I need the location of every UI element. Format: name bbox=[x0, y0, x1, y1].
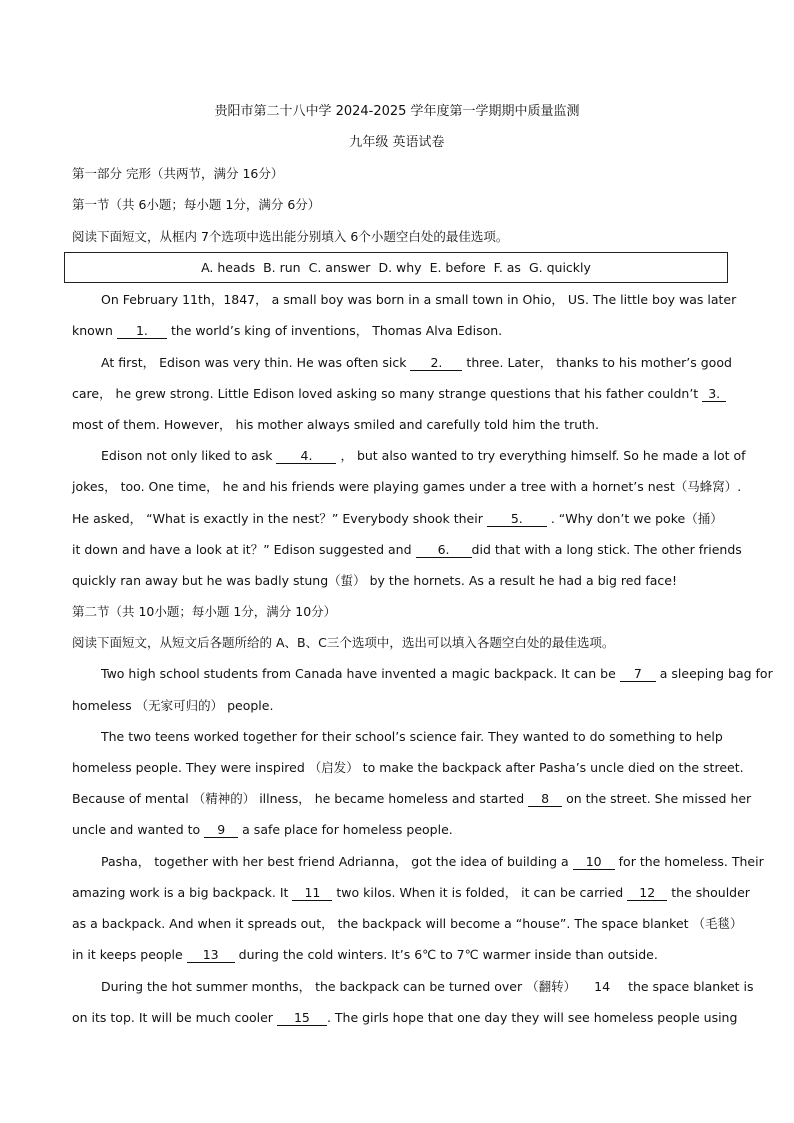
passage2-line: as a backpack. And when it spreads out， the backpack will become a “house”. The space blanket （毛毯） bbox=[72, 916, 743, 931]
passage1-line bbox=[101, 355, 732, 371]
passage-text: during the cold winters. It’s 6℃ to 7℃ warmer inside than outside. bbox=[238, 947, 658, 962]
blank-12[interactable]: 12 bbox=[627, 886, 667, 901]
section1-instruction: 阅读下面短文，从框内 7个选项中选出能分别填入 6个小题空白处的最佳选项。 bbox=[72, 229, 509, 244]
passage-text: Pasha， together with her best friend Adrianna， got the idea of building a bbox=[101, 854, 569, 869]
exam-title: 贵阳市第二十八中学 2024-2025 学年度第一学期期中质量监测 bbox=[214, 104, 580, 119]
passage1-line: On February 11th，1847， a small boy was born in a small town in Ohio， US. The little boy was later bbox=[101, 292, 737, 307]
passage-text: uncle and wanted to bbox=[72, 822, 201, 837]
passage-text: three. Later， thanks to his mother’s good bbox=[466, 355, 732, 370]
passage2-line: homeless （无家可归的） people. bbox=[72, 698, 274, 713]
passage2-line bbox=[72, 791, 752, 807]
passage2-line bbox=[72, 947, 722, 963]
blank-7[interactable]: 7 bbox=[620, 667, 656, 682]
passage-text: two kilos. When it is folded， it can be carried bbox=[336, 885, 624, 900]
passage-text: Two high school students from Canada have invented a magic backpack. It can be bbox=[101, 666, 616, 681]
passage-text: it down and have a look at it？” Edison suggested and bbox=[72, 542, 412, 557]
passage-text: ， but also wanted to try everything himself. So he made a lot of bbox=[340, 448, 746, 463]
blank-8[interactable]: 8 bbox=[528, 792, 562, 807]
blank-14[interactable]: 14 bbox=[594, 979, 611, 994]
passage-text: the shoulder bbox=[671, 885, 750, 900]
passage-text: a sleeping bag for bbox=[659, 666, 773, 681]
blank-6[interactable]: 6. bbox=[416, 543, 472, 558]
option-e: E. before bbox=[429, 260, 486, 275]
section1-heading: 第一节（共 6小题；每小题 1分，满分 6分） bbox=[72, 197, 321, 212]
option-c: C. answer bbox=[308, 260, 371, 275]
passage2-line bbox=[72, 822, 722, 838]
passage-text: the world’s king of inventions， Thomas Alva Edison. bbox=[170, 323, 503, 338]
blank-2[interactable]: 2. bbox=[410, 356, 462, 371]
passage-text: At first， Edison was very thin. He was often sick bbox=[101, 355, 407, 370]
option-g: G. quickly bbox=[528, 260, 591, 275]
option-a: A. heads bbox=[201, 260, 256, 275]
passage1-line bbox=[72, 542, 742, 558]
passage2-line: homeless people. They were inspired （启发） to make the backpack after Pasha’s uncle died on the street. bbox=[72, 760, 744, 775]
passage2-line bbox=[72, 885, 750, 901]
passage-text: Because of mental （精神的） illness， he became homeless and started bbox=[72, 791, 525, 806]
passage-text: did that with a long stick. The other friends bbox=[471, 542, 742, 557]
passage-text: . The girls hope that one day they will see homeless people using bbox=[326, 1010, 738, 1025]
blank-11[interactable]: 11 bbox=[292, 886, 332, 901]
passage1-line bbox=[72, 323, 722, 339]
passage1-line: most of them. However， his mother always smiled and carefully told him the truth. bbox=[72, 417, 599, 432]
passage1-line: quickly ran away but he was badly stung（蜇） by the hornets. As a result he had a big red face! bbox=[72, 573, 678, 588]
passage1-line bbox=[101, 448, 746, 464]
passage-text: for the homeless. Their bbox=[618, 854, 764, 869]
exam-subtitle: 九年级 英语试卷 bbox=[349, 135, 445, 150]
part1-heading: 第一部分 完形（共两节，满分 16分） bbox=[72, 166, 284, 181]
passage1-line bbox=[72, 511, 732, 527]
passage-text: the space blanket is bbox=[628, 979, 754, 994]
passage-text: He asked， “What is exactly in the nest？” Everybody shook their bbox=[72, 511, 483, 526]
passage1-line: jokes， too. One time， he and his friends were playing games under a tree with a hornet’s nest（马蜂窝）. bbox=[72, 479, 742, 494]
passage2-line bbox=[101, 666, 773, 682]
blank-5[interactable]: 5. bbox=[487, 512, 547, 527]
passage-text: . “Why don’t we poke（捅） bbox=[550, 511, 723, 526]
section2-instruction: 阅读下面短文，从短文后各题所给的 A、B、C三个选项中，选出可以填入各题空白处的最佳选项。 bbox=[72, 635, 615, 650]
passage2-line bbox=[72, 1010, 738, 1026]
blank-1[interactable]: 1. bbox=[117, 324, 167, 339]
blank-13[interactable]: 13 bbox=[187, 948, 235, 963]
passage-text: During the hot summer months， the backpack can be turned over （翻转） bbox=[101, 979, 577, 994]
blank-15[interactable]: 15 bbox=[277, 1011, 327, 1026]
passage-text: care， he grew strong. Little Edison loved asking so many strange questions that his father couldn’t bbox=[72, 386, 699, 401]
passage-text: a safe place for homeless people. bbox=[242, 822, 453, 837]
passage-text: in it keeps people bbox=[72, 947, 183, 962]
option-f: F. as bbox=[493, 260, 521, 275]
options-box bbox=[64, 252, 728, 283]
blank-3[interactable]: 3. bbox=[702, 387, 726, 402]
section2-heading: 第二节（共 10小题；每小题 1分，满分 10分） bbox=[72, 604, 337, 619]
passage-text: on the street. She missed her bbox=[566, 791, 752, 806]
passage-text: known bbox=[72, 323, 113, 338]
passage1-line bbox=[72, 386, 732, 402]
passage-text: Edison not only liked to ask bbox=[101, 448, 273, 463]
blank-10[interactable]: 10 bbox=[573, 855, 615, 870]
option-d: D. why bbox=[378, 260, 422, 275]
passage-text: amazing work is a big backpack. It bbox=[72, 885, 289, 900]
blank-9[interactable]: 9 bbox=[204, 823, 238, 838]
passage2-line bbox=[101, 854, 764, 870]
passage2-line bbox=[101, 979, 754, 995]
blank-4[interactable]: 4. bbox=[276, 449, 336, 464]
passage-text: on its top. It will be much cooler bbox=[72, 1010, 273, 1025]
option-b: B. run bbox=[263, 260, 301, 275]
passage2-line: The two teens worked together for their school’s science fair. They wanted to do something to help bbox=[101, 729, 723, 744]
